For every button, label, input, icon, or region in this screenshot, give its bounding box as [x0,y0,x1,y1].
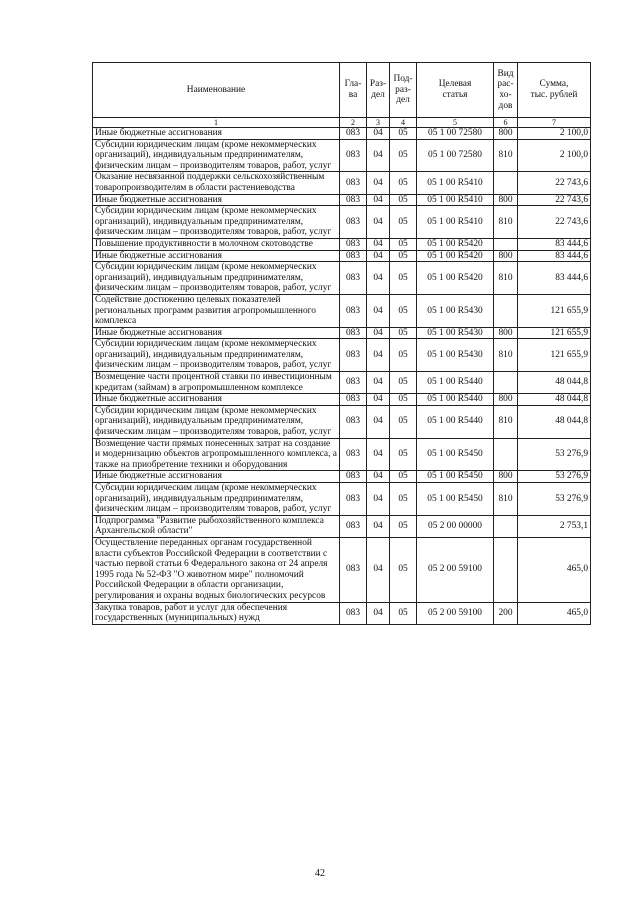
row-razdel: 04 [367,250,390,262]
header-podrazdel: Под- раз- дел [390,63,417,118]
row-target: 05 1 00 R5410 [417,206,494,239]
row-glava: 083 [340,128,367,140]
row-sum: 48 044,8 [518,394,591,406]
table-row [93,471,591,483]
row-razdel: 04 [367,139,390,172]
row-podrazdel: 05 [390,471,417,483]
row-target: 05 2 00 59100 [417,602,494,624]
row-glava: 083 [340,483,367,516]
table-row [93,483,591,516]
row-sum: 121 655,9 [518,294,591,327]
row-name: Подпрограмма "Развитие рыбохозяйственного комплекса Архангельской области" [93,515,340,537]
column-number: 1 [93,118,340,128]
row-glava: 083 [340,537,367,602]
row-sum: 2 100,0 [518,128,591,140]
row-podrazdel: 05 [390,206,417,239]
row-sum: 83 444,6 [518,250,591,262]
row-glava: 083 [340,372,367,394]
row-name: Субсидии юридическим лицам (кроме некоммерческих организаций), индивидуальным предпринимателям, физическим лицам – производителям товаров, работ, услуг [93,483,340,516]
column-number: 3 [367,118,390,128]
row-vid: 800 [494,194,518,206]
row-sum: 2 753,1 [518,515,591,537]
row-target: 05 1 00 R5410 [417,172,494,194]
row-vid: 810 [494,405,518,438]
row-target: 05 1 00 R5410 [417,194,494,206]
row-razdel: 04 [367,238,390,250]
row-target: 05 2 00 59100 [417,537,494,602]
row-vid: 800 [494,250,518,262]
row-podrazdel: 05 [390,515,417,537]
row-sum: 465,0 [518,602,591,624]
row-target: 05 1 00 R5440 [417,372,494,394]
row-sum: 53 276,9 [518,438,591,471]
row-podrazdel: 05 [390,250,417,262]
row-target: 05 1 00 R5430 [417,339,494,372]
column-number: 6 [494,118,518,128]
row-name: Иные бюджетные ассигнования [93,327,340,339]
row-vid [494,238,518,250]
row-podrazdel: 05 [390,339,417,372]
row-target: 05 1 00 R5420 [417,262,494,295]
row-podrazdel: 05 [390,438,417,471]
header-glava: Гла- ва [340,63,367,118]
row-podrazdel: 05 [390,327,417,339]
row-vid [494,537,518,602]
row-name: Содействие достижению целевых показателей региональных программ развития агропромышленного комплекса [93,294,340,327]
row-razdel: 04 [367,262,390,295]
table-row [93,515,591,537]
row-vid: 800 [494,128,518,140]
table-row [93,206,591,239]
row-target: 05 1 00 R5430 [417,294,494,327]
row-podrazdel: 05 [390,238,417,250]
row-sum: 2 100,0 [518,139,591,172]
row-podrazdel: 05 [390,537,417,602]
row-vid: 800 [494,327,518,339]
row-sum: 465,0 [518,537,591,602]
row-target: 05 1 00 R5440 [417,405,494,438]
row-glava: 083 [340,238,367,250]
row-name: Возмещение части процентной ставки по инвестиционным кредитам (займам) в агропромышленном комплексе [93,372,340,394]
row-sum: 22 743,6 [518,172,591,194]
row-razdel: 04 [367,537,390,602]
row-glava: 083 [340,194,367,206]
row-glava: 083 [340,438,367,471]
row-name: Иные бюджетные ассигнования [93,128,340,140]
row-razdel: 04 [367,471,390,483]
row-sum: 48 044,8 [518,405,591,438]
row-sum: 121 655,9 [518,339,591,372]
row-name: Субсидии юридическим лицам (кроме некоммерческих организаций), индивидуальным предпринимателям, физическим лицам – производителям товаров, работ, услуг [93,339,340,372]
row-target: 05 1 00 72580 [417,128,494,140]
row-podrazdel: 05 [390,602,417,624]
row-vid: 810 [494,139,518,172]
row-name: Иные бюджетные ассигнования [93,471,340,483]
row-target: 05 1 00 72580 [417,139,494,172]
header-sum: Сумма, тыс. рублей [518,63,591,118]
row-sum: 48 044,8 [518,372,591,394]
row-razdel: 04 [367,372,390,394]
row-glava: 083 [340,515,367,537]
header-target: Целевая статья [417,63,494,118]
table-row [93,394,591,406]
column-number-row [93,118,591,128]
row-target: 05 2 00 00000 [417,515,494,537]
row-razdel: 04 [367,294,390,327]
row-vid: 200 [494,602,518,624]
header-vid: Вид рас- хо- дов [494,63,518,118]
column-number: 4 [390,118,417,128]
row-podrazdel: 05 [390,372,417,394]
row-razdel: 04 [367,438,390,471]
row-sum: 83 444,6 [518,238,591,250]
row-razdel: 04 [367,194,390,206]
table-body [93,128,591,625]
row-razdel: 04 [367,405,390,438]
row-sum: 22 743,6 [518,194,591,206]
row-sum: 53 276,9 [518,483,591,516]
row-target: 05 1 00 R5420 [417,250,494,262]
row-glava: 083 [340,405,367,438]
header-name: Наименование [93,63,340,118]
table-row [93,250,591,262]
budget-table [92,62,591,625]
row-glava: 083 [340,262,367,295]
table-row [93,438,591,471]
row-vid [494,172,518,194]
row-vid: 810 [494,339,518,372]
header-razdel: Раз- дел [367,63,390,118]
row-vid: 800 [494,471,518,483]
row-name: Иные бюджетные ассигнования [93,194,340,206]
table-row [93,139,591,172]
row-podrazdel: 05 [390,128,417,140]
row-glava: 083 [340,327,367,339]
table-row [93,602,591,624]
row-target: 05 1 00 R5450 [417,483,494,516]
row-vid [494,372,518,394]
row-sum: 83 444,6 [518,262,591,295]
row-vid: 810 [494,483,518,516]
table-row [93,262,591,295]
row-name: Возмещение части прямых понесенных затрат на создание и модернизацию объектов агропромышленного комплекса, а также на приобретение техники и оборудования [93,438,340,471]
table-row [93,372,591,394]
row-razdel: 04 [367,206,390,239]
table-row [93,194,591,206]
row-glava: 083 [340,172,367,194]
row-podrazdel: 05 [390,172,417,194]
row-podrazdel: 05 [390,483,417,516]
row-podrazdel: 05 [390,139,417,172]
row-vid: 810 [494,262,518,295]
row-podrazdel: 05 [390,405,417,438]
row-podrazdel: 05 [390,394,417,406]
row-vid [494,294,518,327]
row-podrazdel: 05 [390,262,417,295]
table-row [93,339,591,372]
row-podrazdel: 05 [390,194,417,206]
row-glava: 083 [340,206,367,239]
column-number: 2 [340,118,367,128]
table-row [93,128,591,140]
row-razdel: 04 [367,172,390,194]
table-row [93,294,591,327]
row-sum: 53 276,9 [518,471,591,483]
row-glava: 083 [340,250,367,262]
table-row [93,405,591,438]
row-glava: 083 [340,339,367,372]
page-number: 42 [315,868,325,879]
row-glava: 083 [340,139,367,172]
row-vid [494,438,518,471]
table-row [93,327,591,339]
row-name: Иные бюджетные ассигнования [93,394,340,406]
row-target: 05 1 00 R5450 [417,438,494,471]
row-glava: 083 [340,471,367,483]
row-name: Субсидии юридическим лицам (кроме некоммерческих организаций), индивидуальным предпринимателям, физическим лицам – производителям товаров, работ, услуг [93,262,340,295]
row-razdel: 04 [367,602,390,624]
row-name: Субсидии юридическим лицам (кроме некоммерческих организаций), индивидуальным предпринимателям, физическим лицам – производителям товаров, работ, услуг [93,405,340,438]
row-name: Субсидии юридическим лицам (кроме некоммерческих организаций), индивидуальным предпринимателям, физическим лицам – производителям товаров, работ, услуг [93,139,340,172]
row-sum: 22 743,6 [518,206,591,239]
row-vid: 810 [494,206,518,239]
row-glava: 083 [340,394,367,406]
row-name: Закупка товаров, работ и услуг для обеспечения государственных (муниципальных) нужд [93,602,340,624]
row-vid: 800 [494,394,518,406]
column-number: 7 [518,118,591,128]
row-podrazdel: 05 [390,294,417,327]
row-name: Субсидии юридическим лицам (кроме некоммерческих организаций), индивидуальным предпринимателям, физическим лицам – производителям товаров, работ, услуг [93,206,340,239]
row-name: Осуществление переданных органам государственной власти субъектов Российской Федерации в соответствии с частью первой статьи 6 Федерального закона от 24 апреля 1995 года № 52-ФЗ "О животном мире" полномочий Российской Федерации в области организации, регулирования и охраны водных биологических ресурсов [93,537,340,602]
table-row [93,537,591,602]
row-razdel: 04 [367,327,390,339]
row-target: 05 1 00 R5430 [417,327,494,339]
table-row [93,172,591,194]
row-glava: 083 [340,294,367,327]
row-razdel: 04 [367,128,390,140]
row-target: 05 1 00 R5440 [417,394,494,406]
row-razdel: 04 [367,515,390,537]
row-target: 05 1 00 R5450 [417,471,494,483]
row-razdel: 04 [367,339,390,372]
column-number: 5 [417,118,494,128]
row-name: Оказание несвязанной поддержки сельскохозяйственным товаропроизводителям в области растениеводства [93,172,340,194]
row-glava: 083 [340,602,367,624]
row-target: 05 1 00 R5420 [417,238,494,250]
table-row [93,238,591,250]
row-razdel: 04 [367,394,390,406]
row-name: Иные бюджетные ассигнования [93,250,340,262]
row-sum: 121 655,9 [518,327,591,339]
row-name: Повышение продуктивности в молочном скотоводстве [93,238,340,250]
row-razdel: 04 [367,483,390,516]
header-row [93,63,591,118]
row-vid [494,515,518,537]
